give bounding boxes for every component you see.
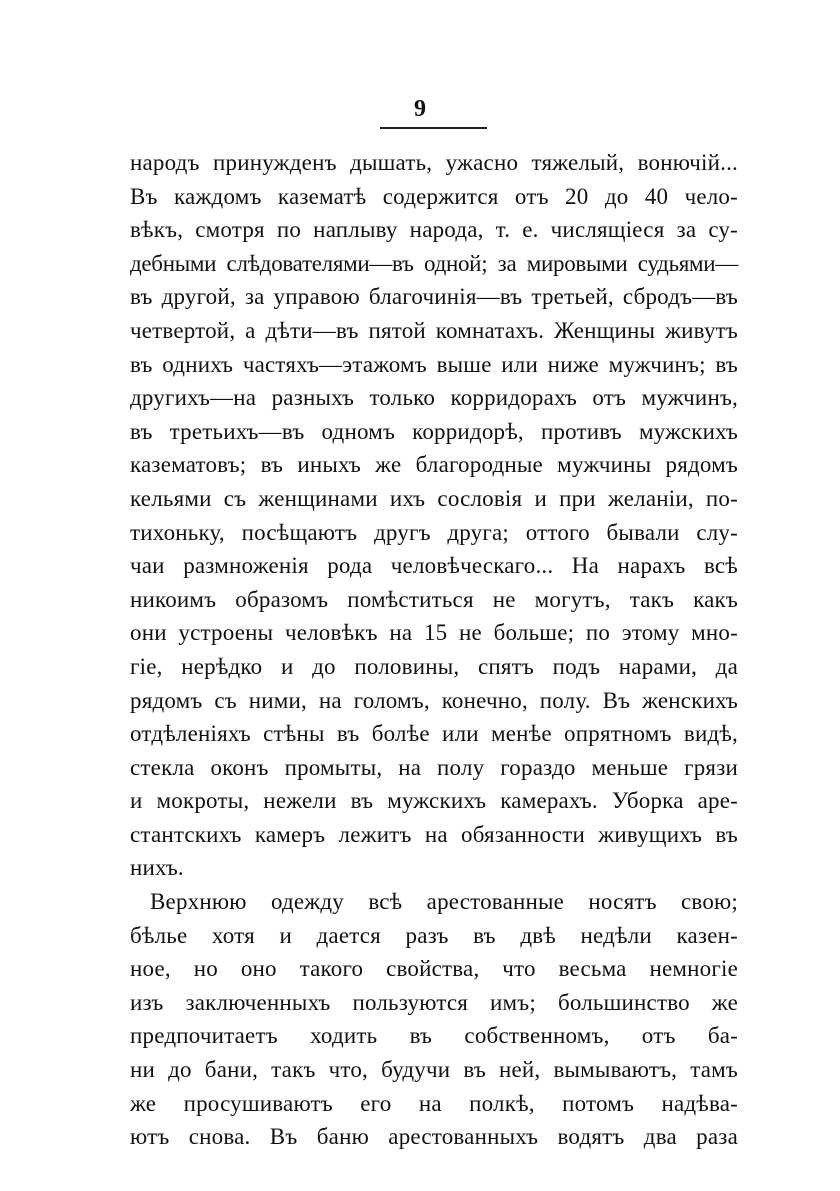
text-line: Верхнюю одежду всѣ арестованные носятъ свою; [150,889,738,915]
text-line: бѣлье хотя и дается разъ въ двѣ недѣли казен- [130,922,738,948]
text-line: народъ принужденъ дышать, ужасно тяжелый, вонючій... [130,150,738,175]
text-line: изъ заключенныхъ пользуются имъ; большинство же [130,989,738,1015]
text-line: они устроены человѣкъ на 15 не больше; по этому мно- [130,620,738,646]
text-line: дебными слѣдователями—въ одной; за мировыми судьями— [130,250,738,276]
text-line: въ третьихъ—въ одномъ корридорѣ, противъ мужскихъ [130,418,738,444]
page-body [130,146,738,1154]
page-number: 9 [414,96,426,122]
text-line: рядомъ съ ними, на голомъ, конечно, полу. Въ женскихъ [130,687,738,713]
text-line: и мокроты, нежели въ мужскихъ камерахъ. Уборка аре- [130,788,738,814]
text-line: вѣкъ, смотря по наплыву народа, т. е. числящіеся за су- [130,217,738,243]
text-line: нихъ. [130,855,184,881]
text-line: чаи размноженія рода человѣческаго... На нарахъ всѣ [130,553,738,579]
text-line: Въ каждомъ казематѣ содержится отъ 20 до 40 чело- [130,183,738,209]
text-line: ютъ снова. Въ баню арестованныхъ водятъ два раза [130,1124,738,1150]
text-line: ни до бани, такъ что, будучи въ ней, вымываютъ, тамъ [130,1057,738,1083]
text-line: стекла оконъ промыты, на полу гораздо меньше грязи [130,754,738,780]
text-line: четвертой, а дѣти—въ пятой комнатахъ. Женщины живутъ [130,317,738,343]
text-line: предпочитаетъ ходить въ собственномъ, отъ ба- [130,1023,738,1049]
text-line: же просушиваютъ его на полкѣ, потомъ надѣва- [130,1090,738,1116]
text-line: стантскихъ камеръ лежитъ на обязанности живущихъ въ [130,821,738,847]
text-line: въ другой, за управою благочинія—въ третьей, сбродъ—въ [130,284,738,310]
text-line: гіе, нерѣдко и до половины, спятъ подъ нарами, да [130,653,738,679]
text-line: отдѣленіяхъ стѣны въ болѣе или менѣе опрятномъ видѣ, [130,721,738,747]
text-line: тихоньку, посѣщаютъ другъ друга; оттого бывали слу- [130,519,738,545]
text-line: никоимъ образомъ помѣститься не могутъ, такъ какъ [130,586,738,612]
text-line: другихъ—на разныхъ только корридорахъ отъ мужчинъ, [130,385,738,411]
text-line: кельями съ женщинами ихъ сословія и при желаніи, по- [130,485,738,511]
text-line: казематовъ; въ иныхъ же благородные мужчины рядомъ [130,452,738,478]
header-rule [380,127,487,129]
text-line: въ однихъ частяхъ—этажомъ выше или ниже мужчинъ; въ [130,351,738,377]
text-line: ное, но оно такого свойства, что весьма немногіе [130,956,738,982]
